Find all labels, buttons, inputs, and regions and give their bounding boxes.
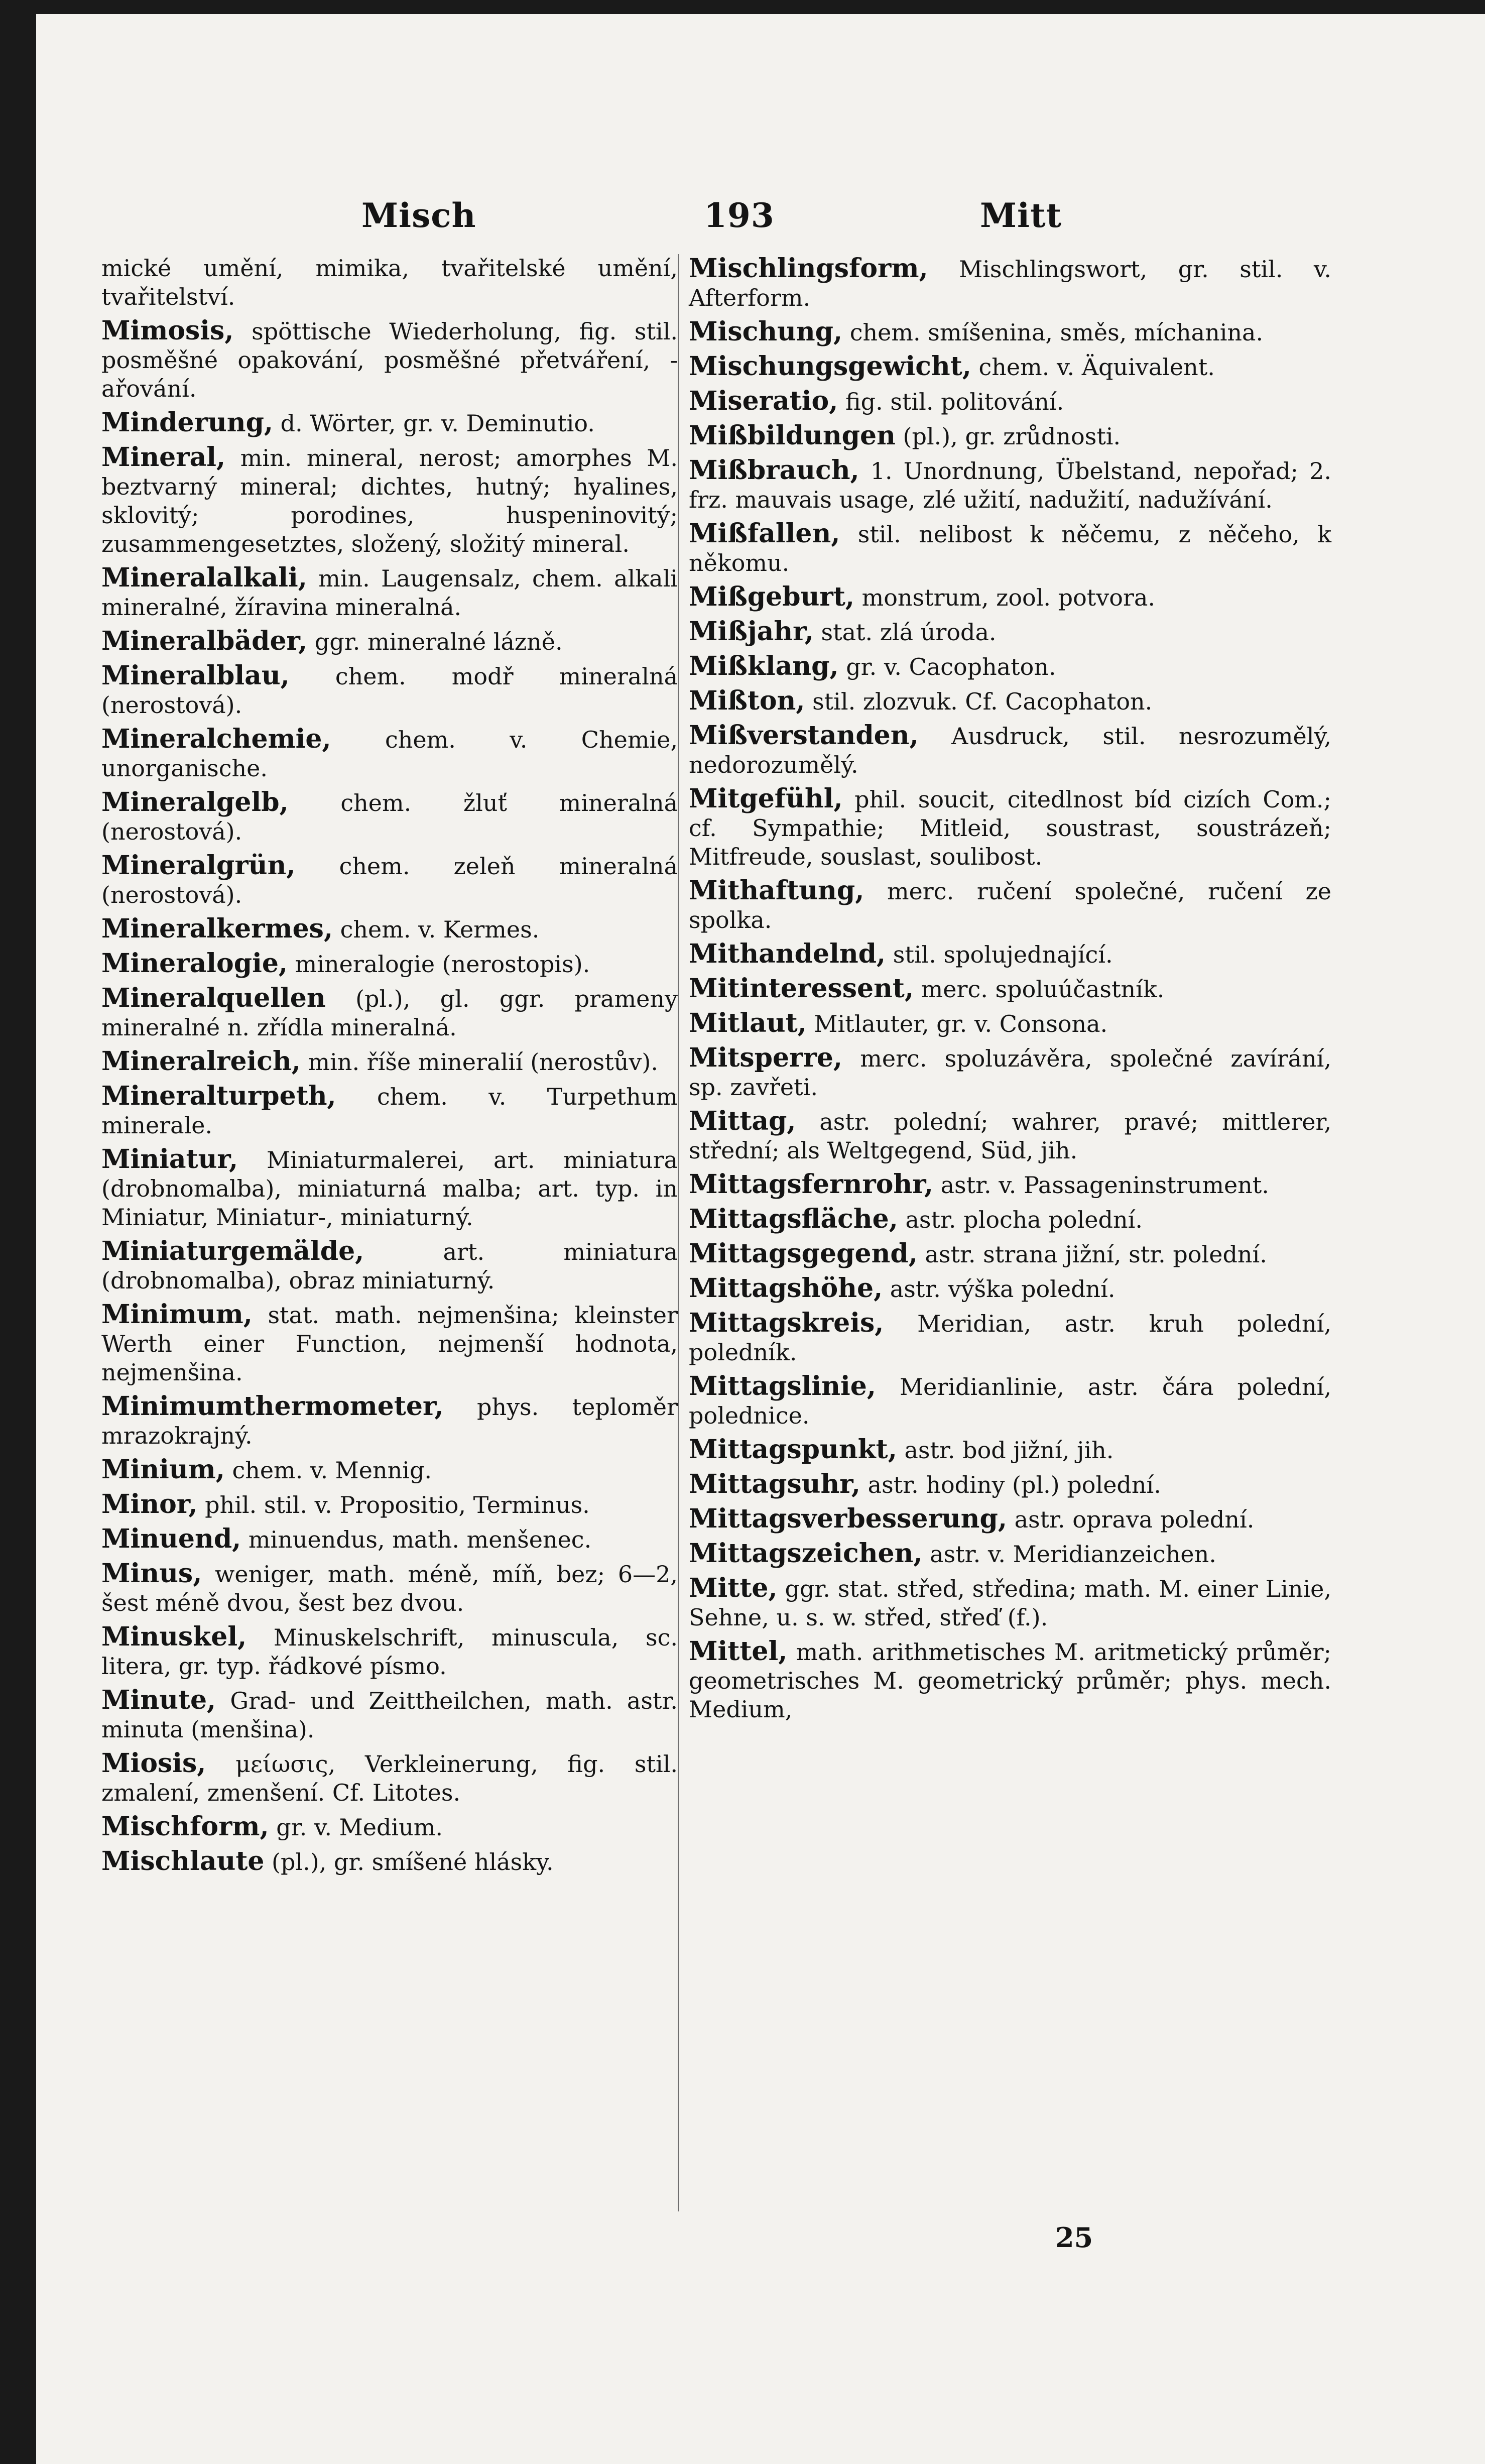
dictionary-entry	[101, 1237, 678, 1295]
dictionary-entry	[689, 1274, 1331, 1304]
entry-definition: gr. v. Medium.	[276, 1814, 443, 1841]
entry-definition: chem. smíšenina, směs, míchanina.	[849, 319, 1264, 346]
dictionary-entry	[689, 254, 1331, 312]
entry-definition: chem. zeleň mineralná (nerostová).	[101, 853, 678, 908]
entry-definition: stil. zlozvuk. Cf. Cacophaton.	[812, 688, 1153, 715]
entry-headword: Mineralogie,	[101, 948, 288, 979]
dictionary-entry	[101, 1047, 678, 1077]
entry-definition: astr. plocha polední.	[905, 1206, 1143, 1233]
dictionary-entry	[689, 1539, 1331, 1569]
dictionary-entry	[689, 421, 1331, 451]
dictionary-entry	[101, 627, 678, 656]
entry-definition: stat. zlá úroda.	[821, 619, 997, 646]
entry-headword: Mineral,	[101, 442, 226, 473]
entry-headword: Mischung,	[689, 316, 843, 347]
dictionary-entry	[101, 1524, 678, 1554]
entry-definition: phil. soucit, citedlnost bíd cizích Com.; cf. Sympathie; Mitleid, soustrast, soustrázeň; Mitfreude, souslast, soulibost.	[689, 786, 1331, 870]
dictionary-entry	[689, 1043, 1331, 1102]
entry-definition: art. miniatura (drobnomalba), obraz miniaturný.	[101, 1238, 678, 1294]
entry-definition: chem. modř mineralná (nerostová).	[101, 663, 678, 719]
entry-definition: minuendus, math. menšenec.	[248, 1526, 592, 1553]
dictionary-entry	[101, 1749, 678, 1807]
dictionary-entry	[689, 387, 1331, 416]
dictionary-entry	[101, 1455, 678, 1485]
entry-headword: Mitlaut,	[689, 1008, 807, 1038]
entry-headword: Mißjahr,	[689, 616, 814, 647]
dictionary-entry	[689, 1239, 1331, 1269]
dictionary-entry	[689, 1309, 1331, 1367]
entry-headword: Mittag,	[689, 1106, 796, 1136]
entry-definition: chem. v. Kermes.	[340, 916, 540, 943]
entry-definition: math. arithmetisches M. aritmetický průměr; geometrisches M. geometrický průměr; phys. mech. Medium,	[689, 1638, 1331, 1723]
entry-headword: Mineralalkali,	[101, 562, 307, 593]
entry-headword: Mischungsgewicht,	[689, 351, 971, 382]
entry-definition: ggr. mineralné lázně.	[314, 628, 563, 655]
book-page	[36, 14, 1485, 2464]
dictionary-entry	[101, 661, 678, 720]
dictionary-entry	[101, 1686, 678, 1744]
entry-definition: astr. výška polední.	[890, 1275, 1116, 1303]
dictionary-entry	[689, 1504, 1331, 1534]
entry-definition: stil. nelibost k něčemu, z něčeho, k někomu.	[689, 521, 1331, 576]
dictionary-entry	[689, 784, 1331, 871]
entry-headword: Mißverstanden,	[689, 720, 919, 751]
entry-definition: spöttische Wiederholung, fig. stil. posměšné opakování, posměšné přetváření, -ařování.	[101, 318, 678, 402]
entry-headword: Mineralgelb,	[101, 787, 289, 817]
entry-definition: (pl.), gr. smíšené hlásky.	[272, 1848, 554, 1875]
entry-definition: Miniaturmalerei, art. miniatura (drobnomalba), miniaturná malba; art. typ. in Miniatur, Miniatur-, miniaturný.	[101, 1146, 678, 1231]
entry-headword: Mineralchemie,	[101, 724, 331, 754]
entry-headword: Minimum,	[101, 1299, 253, 1330]
entry-headword: Mithandelnd,	[689, 938, 886, 969]
dictionary-entry	[689, 1470, 1331, 1499]
entry-definition: chem. v. Äquivalent.	[978, 354, 1215, 381]
entry-definition: astr. v. Meridianzeichen.	[930, 1541, 1216, 1568]
dictionary-entry	[101, 1622, 678, 1681]
entry-headword: Mineralkermes,	[101, 913, 333, 944]
entry-headword: Mitgefühl,	[689, 783, 843, 814]
entry-definition: phys. teploměr mrazokrajný.	[101, 1393, 678, 1449]
dictionary-entry	[101, 443, 678, 558]
dictionary-entry	[689, 1107, 1331, 1165]
dictionary-entry	[689, 1435, 1331, 1465]
entry-headword: Minus,	[101, 1558, 202, 1589]
dictionary-entry	[101, 1559, 678, 1617]
entry-headword: Mittagsuhr,	[689, 1469, 861, 1499]
entry-definition: Meridian, astr. kruh polední, poledník.	[689, 1310, 1331, 1366]
entry-definition: mineralogie (nerostopis).	[295, 951, 590, 978]
entry-definition: astr. strana jižní, str. polední.	[925, 1241, 1267, 1268]
dictionary-entry	[101, 1082, 678, 1140]
entry-definition: chem. v. Mennig.	[232, 1457, 432, 1484]
entry-definition: Mischlingswort, gr. stil. v. Afterform.	[689, 256, 1332, 311]
entry-headword: Mittagskreis,	[689, 1308, 884, 1338]
entry-headword: Mißbrauch,	[689, 455, 859, 486]
entry-definition: weniger, math. méně, míň, bez; 6—2, šest méně dvou, šest bez dvou.	[101, 1561, 678, 1616]
dictionary-entry	[689, 1205, 1331, 1234]
dictionary-entry	[101, 408, 678, 438]
entry-definition: (pl.), gr. zrůdnosti.	[903, 423, 1121, 450]
entry-headword: Mischlaute	[101, 1846, 265, 1876]
entry-definition: merc. ručení společné, ručení ze spolka.	[689, 878, 1331, 933]
dictionary-entry	[101, 1490, 678, 1519]
entry-definition: chem. v. Chemie, unorganische.	[101, 726, 678, 782]
dictionary-entry	[689, 519, 1331, 577]
column-divider	[678, 254, 679, 2211]
dictionary-entry	[689, 352, 1331, 382]
entry-headword: Mittagsgegend,	[689, 1238, 918, 1269]
entry-definition: merc. spoluúčastník.	[921, 976, 1165, 1003]
entry-headword: Miseratio,	[689, 386, 838, 416]
dictionary-entry	[101, 316, 678, 403]
entry-headword: Minderung,	[101, 407, 274, 438]
entry-headword: Mithaftung,	[689, 875, 864, 906]
entry-definition: Mitlauter, gr. v. Consona.	[814, 1010, 1108, 1037]
entry-headword: Mittagsverbesserung,	[689, 1503, 1007, 1534]
entry-headword: Minute,	[101, 1685, 216, 1715]
entry-headword: Miniatur,	[101, 1144, 238, 1175]
entry-definition: astr. bod jižní, jih.	[904, 1437, 1114, 1464]
dictionary-entry	[101, 1300, 678, 1387]
entry-definition: phil. stil. v. Propositio, Terminus.	[205, 1491, 590, 1518]
entry-headword: Miniaturgemälde,	[101, 1236, 364, 1266]
entry-headword: Mineralgrün,	[101, 850, 296, 881]
entry-headword: Mitte,	[689, 1573, 778, 1603]
dictionary-entry	[689, 721, 1331, 779]
entry-headword: Mißbildungen	[689, 420, 896, 451]
right-column	[689, 254, 1331, 2464]
entry-headword: Mittagspunkt,	[689, 1434, 897, 1465]
dictionary-entry	[689, 1637, 1331, 1724]
dictionary-entry	[101, 254, 678, 311]
entry-headword: Mitsperre,	[689, 1042, 843, 1073]
entry-headword: Minuend,	[101, 1523, 241, 1554]
entry-definition: merc. spoluzávěra, společné zavírání, sp. zavřeti.	[689, 1045, 1331, 1101]
dictionary-entry	[101, 949, 678, 979]
entry-headword: Minor,	[101, 1489, 198, 1519]
dictionary-entry	[101, 1392, 678, 1450]
entry-headword: Mitinteressent,	[689, 973, 914, 1004]
dictionary-entry	[689, 317, 1331, 347]
dictionary-entry	[689, 876, 1331, 934]
entry-headword: Mißfallen,	[689, 518, 840, 549]
dictionary-entry	[101, 788, 678, 846]
entry-headword: Mittagszeichen,	[689, 1538, 923, 1569]
dictionary-entry	[101, 914, 678, 944]
entry-definition: chem. žluť mineralná (nerostová).	[101, 789, 678, 845]
entry-definition: astr. oprava polední.	[1014, 1506, 1255, 1533]
entry-definition: min. mineral, nerost; amorphes M. beztvarný mineral; dichtes, hutný; hyalines, sklovitý; porodines, huspeninovitý; zusammengesetztes, složený, složitý mineral.	[101, 444, 678, 557]
entry-definition: mické umění, mimika, tvařitelské umění, tvařitelství.	[101, 255, 678, 310]
entry-definition: 1. Unordnung, Übelstand, nepořad; 2. frz. mauvais usage, zlé užití, nadužití, nadužívání.	[689, 457, 1331, 513]
dictionary-entry	[689, 1574, 1331, 1632]
entry-definition: μείωσις, Verkleinerung, fig. stil. zmalení, zmenšení. Cf. Litotes.	[101, 1750, 678, 1806]
dictionary-entry	[689, 1009, 1331, 1038]
dictionary-entry	[101, 563, 678, 622]
entry-definition: Grad- und Zeittheilchen, math. astr. minuta (menšina).	[101, 1687, 678, 1743]
dictionary-entry	[101, 851, 678, 909]
entry-headword: Mimosis,	[101, 315, 234, 346]
entry-definition: (pl.), gl. ggr. prameny mineralné n. zřídla mineralná.	[101, 985, 678, 1041]
entry-definition: fig. stil. politování.	[845, 388, 1064, 415]
dictionary-entry	[689, 1170, 1331, 1200]
entry-definition: chem. v. Turpethum minerale.	[101, 1083, 678, 1139]
entry-definition: d. Wörter, gr. v. Deminutio.	[280, 410, 595, 437]
entry-definition: astr. polední; wahrer, pravé; mittlerer, střední; als Weltgegend, Süd, jih.	[689, 1108, 1331, 1164]
entry-headword: Minium,	[101, 1454, 225, 1485]
entry-definition: Meridianlinie, astr. čára polední, polednice.	[689, 1373, 1331, 1429]
entry-definition: astr. v. Passageninstrument.	[940, 1171, 1269, 1199]
entry-headword: Mineralquellen	[101, 983, 326, 1013]
dictionary-entry	[689, 617, 1331, 647]
entry-headword: Mißton,	[689, 685, 805, 716]
entry-headword: Minuskel,	[101, 1621, 247, 1652]
entry-headword: Mineralturpeth,	[101, 1081, 336, 1111]
printer-signature: 25	[1055, 2221, 1093, 2254]
entry-headword: Mittagslinie,	[689, 1371, 876, 1401]
entry-definition: Minuskelschrift, minuscula, sc. litera, gr. typ. řádkové písmo.	[101, 1624, 678, 1680]
entry-definition: min. říše mineralií (nerostův).	[308, 1048, 658, 1076]
entry-definition: Ausdruck, stil. nesrozumělý, nedorozumělý.	[689, 723, 1331, 778]
entry-definition: monstrum, zool. potvora.	[861, 584, 1156, 611]
dictionary-entry	[689, 582, 1331, 612]
entry-headword: Mischform,	[101, 1811, 269, 1842]
entry-headword: Mittagsfläche,	[689, 1204, 898, 1234]
header-left-guide-word: Misch	[361, 196, 476, 235]
entry-headword: Mineralbäder,	[101, 626, 308, 656]
entry-definition: stat. math. nejmenšina; kleinster Werth einer Function, nejmenší hodnota, nejmenšina.	[101, 1302, 678, 1386]
entry-headword: Mineralreich,	[101, 1046, 301, 1077]
entry-definition: stil. spolujednající.	[893, 941, 1113, 968]
page-number: 193	[704, 196, 775, 235]
entry-definition: ggr. stat. střed, středina; math. M. einer Linie, Sehne, u. s. w. střed, střeď (f.).	[689, 1575, 1332, 1631]
dictionary-entry	[101, 1812, 678, 1842]
entry-headword: Mischlingsform,	[689, 253, 928, 284]
entry-definition: gr. v. Cacophaton.	[846, 653, 1056, 680]
entry-headword: Mittagshöhe,	[689, 1273, 883, 1304]
dictionary-entry	[689, 974, 1331, 1004]
left-column	[101, 254, 678, 2464]
dictionary-entry	[101, 984, 678, 1042]
page-header	[36, 196, 1485, 246]
dictionary-entry	[689, 1372, 1331, 1430]
entry-definition: min. Laugensalz, chem. alkali mineralné, žíravina mineralná.	[101, 565, 678, 621]
dictionary-entry	[101, 1847, 678, 1876]
entry-headword: Mittel,	[689, 1636, 788, 1667]
dictionary-entry	[689, 652, 1331, 681]
dictionary-entry	[689, 456, 1331, 514]
entry-headword: Mißklang,	[689, 651, 839, 681]
entry-headword: Mittagsfernrohr,	[689, 1169, 933, 1200]
entry-headword: Miosis,	[101, 1748, 206, 1779]
entry-headword: Mineralblau,	[101, 660, 290, 691]
entry-definition: astr. hodiny (pl.) polední.	[868, 1471, 1161, 1498]
dictionary-entry	[689, 940, 1331, 969]
dictionary-entry	[101, 725, 678, 783]
entry-headword: Minimumthermometer,	[101, 1391, 444, 1422]
dictionary-entry	[689, 686, 1331, 716]
header-right-guide-word: Mitt	[980, 196, 1062, 235]
entry-headword: Mißgeburt,	[689, 581, 854, 612]
dictionary-entry	[101, 1145, 678, 1232]
